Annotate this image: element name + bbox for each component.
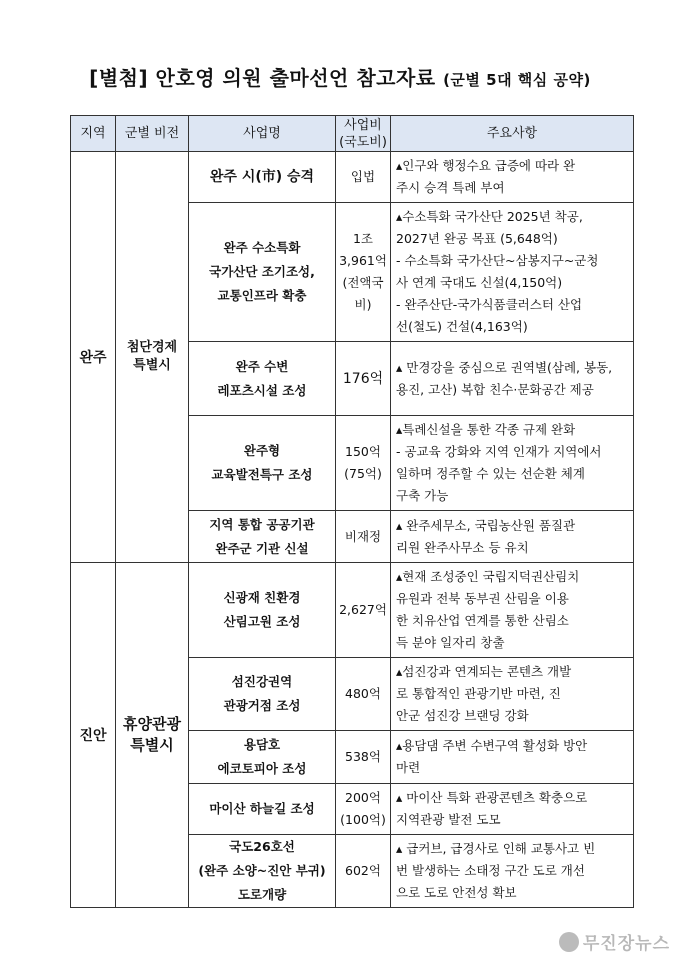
project-cost: 480억 bbox=[336, 658, 391, 731]
pledge-table bbox=[70, 115, 634, 908]
header-main: 주요사항 bbox=[391, 116, 634, 152]
project-name: 완주 시(市) 승격 bbox=[189, 152, 336, 203]
project-details: ▴ 만경강을 중심으로 권역별(삼례, 봉동, 용진, 고산) 복합 친수·문화공간 제공 bbox=[391, 342, 634, 416]
project-details: ▴현재 조성중인 국립지덕권산림치 유원과 전북 동부권 산림을 이용 한 치유산업 연계를 통한 산림소 득 분야 일자리 창출 bbox=[391, 563, 634, 658]
watermark bbox=[559, 929, 670, 954]
watermark-logo-icon bbox=[559, 932, 579, 952]
vision-jinan: 휴양관광 특별시 bbox=[116, 563, 189, 908]
project-cost: 비재정 bbox=[336, 511, 391, 563]
project-details: ▴용담댐 주변 수변구역 활성화 방안 마련 bbox=[391, 731, 634, 784]
project-cost: 176억 bbox=[336, 342, 391, 416]
project-details: ▴ 완주세무소, 국립농산원 품질관 리원 완주사무소 등 유치 bbox=[391, 511, 634, 563]
project-name: 섬진강권역 관광거점 조성 bbox=[189, 658, 336, 731]
project-cost: 입법 bbox=[336, 152, 391, 203]
project-details: ▴특례신설을 통한 각종 규제 완화 - 공교육 강화와 지역 인재가 지역에서 일하며 정주할 수 있는 선순환 체계 구축 가능 bbox=[391, 416, 634, 511]
project-name: 완주 수변 레포츠시설 조성 bbox=[189, 342, 336, 416]
vision-wanju: 첨단경제 특별시 bbox=[116, 152, 189, 563]
project-name: 완주 수소특화 국가산단 조기조성, 교통인프라 확충 bbox=[189, 203, 336, 342]
project-name: 지역 통합 공공기관 완주군 기관 신설 bbox=[189, 511, 336, 563]
title-sub: (군별 5대 핵심 공약) bbox=[443, 71, 591, 89]
region-wanju: 완주 bbox=[71, 152, 116, 563]
project-details: ▴수소특화 국가산단 2025년 착공, 2027년 완공 목표 (5,648억) - 수소특화 국가산단~삼봉지구~군청 사 연계 국대도 신설(4,150억) - 완주산단-국가식품클러스터 산업 선(철도) 건설(4,163억) bbox=[391, 203, 634, 342]
table-row bbox=[71, 563, 634, 658]
project-cost: 2,627억 bbox=[336, 563, 391, 658]
project-cost: 150억 (75억) bbox=[336, 416, 391, 511]
project-cost: 538억 bbox=[336, 731, 391, 784]
header-project: 사업명 bbox=[189, 116, 336, 152]
project-cost: 1조 3,961억 (전액국비) bbox=[336, 203, 391, 342]
table-row bbox=[71, 152, 634, 203]
project-cost: 200억 (100억) bbox=[336, 784, 391, 835]
title-main: [별첨] 안호영 의원 출마선언 참고자료 bbox=[89, 66, 436, 90]
header-row bbox=[71, 116, 634, 152]
watermark-text: 무진장뉴스 bbox=[582, 934, 670, 954]
header-region: 지역 bbox=[71, 116, 116, 152]
project-details: ▴ 마이산 특화 관광콘텐츠 확충으로 지역관광 발전 도모 bbox=[391, 784, 634, 835]
header-cost: 사업비 (국도비) bbox=[336, 116, 391, 152]
project-details: ▴섬진강과 연계되는 콘텐츠 개발 로 통합적인 관광기반 마련, 진 안군 섬진강 브랜딩 강화 bbox=[391, 658, 634, 731]
project-name: 마이산 하늘길 조성 bbox=[189, 784, 336, 835]
project-name: 신광재 친환경 산림고원 조성 bbox=[189, 563, 336, 658]
header-vision: 군별 비전 bbox=[116, 116, 189, 152]
project-name: 국도26호선 (완주 소양~진안 부귀) 도로개량 bbox=[189, 835, 336, 908]
project-details: ▴ 급커브, 급경사로 인해 교통사고 빈 번 발생하는 소태정 구간 도로 개선 으로 도로 안전성 확보 bbox=[391, 835, 634, 908]
project-details: ▴인구와 행정수요 급증에 따라 완 주시 승격 특례 부여 bbox=[391, 152, 634, 203]
project-cost: 602억 bbox=[336, 835, 391, 908]
project-name: 용담호 에코토피아 조성 bbox=[189, 731, 336, 784]
document-title bbox=[0, 62, 680, 91]
project-name: 완주형 교육발전특구 조성 bbox=[189, 416, 336, 511]
region-jinan: 진안 bbox=[71, 563, 116, 908]
